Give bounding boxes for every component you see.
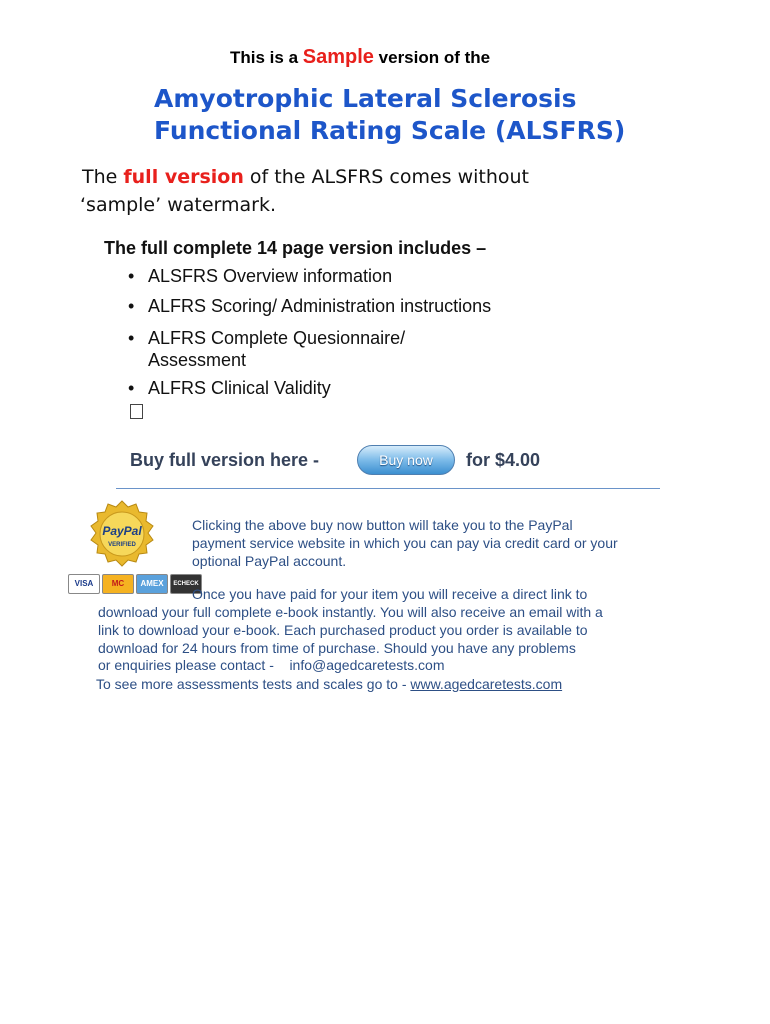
- more-prefix: To see more assessments tests and scales go to -: [96, 676, 407, 692]
- sample-notice-prefix: This is a: [230, 48, 299, 67]
- paragraph-line: Clicking the above buy now button will take you to the PayPal: [192, 517, 573, 533]
- list-item-label: ALFRS Scoring/ Administration instructions: [148, 296, 492, 316]
- document-title-line1: Amyotrophic Lateral Sclerosis: [154, 84, 577, 113]
- empty-checkbox-icon: [130, 404, 143, 419]
- paypal-verified-seal-icon: [88, 500, 156, 568]
- more-tests-line: [96, 676, 562, 692]
- paragraph-line: download your full complete e-book instantly. You will also receive an email with a: [98, 604, 603, 620]
- intro-line1: [82, 166, 529, 188]
- contact-email[interactable]: info@agedcaretests.com: [289, 657, 445, 673]
- buy-price: for $4.00: [466, 450, 541, 470]
- includes-heading: The full complete 14 page version includes –: [104, 238, 487, 258]
- echeck-icon: ECHECK: [170, 574, 202, 594]
- buy-now-button[interactable]: Buy now: [357, 445, 455, 475]
- bullet-icon: •: [128, 378, 135, 398]
- website-link[interactable]: www.agedcaretests.com: [410, 676, 563, 692]
- list-item-label: ALFRS Complete Quesionnaire/: [148, 328, 406, 348]
- list-item: [128, 328, 405, 349]
- bullet-icon: •: [128, 296, 135, 316]
- bullet-icon: •: [128, 328, 135, 348]
- list-item: [128, 266, 392, 287]
- list-item: [128, 296, 491, 317]
- contact-prefix: or enquiries please contact -: [98, 657, 274, 673]
- intro-line2: ‘sample’ watermark.: [80, 194, 277, 216]
- intro-pre: The: [82, 166, 118, 188]
- list-item-label: ALSFRS Overview information: [148, 266, 393, 286]
- visa-card-icon: VISA: [68, 574, 100, 594]
- paragraph-line: payment service website in which you can pay via credit card or your: [192, 535, 618, 551]
- card-logos: [68, 574, 204, 594]
- sample-notice: [230, 46, 490, 69]
- paragraph-line: link to download your e-book. Each purchased product you order is available to: [98, 622, 588, 638]
- sample-word: Sample: [302, 46, 374, 68]
- list-item-continuation: Assessment: [148, 350, 247, 370]
- contact-line: [98, 656, 445, 674]
- paragraph-line: download for 24 hours from time of purchase. Should you have any problems: [98, 640, 576, 656]
- list-item: [128, 378, 331, 399]
- paragraph-line: Once you have paid for your item you will receive a direct link to: [192, 586, 588, 602]
- download-info-paragraph: [98, 603, 603, 657]
- list-item-label: ALFRS Clinical Validity: [148, 378, 331, 398]
- buy-label: Buy full version here -: [130, 450, 320, 470]
- paragraph-line: optional PayPal account.: [192, 553, 347, 569]
- paypal-seal-verified: VERIFIED: [108, 542, 136, 548]
- mastercard-icon: MC: [102, 574, 134, 594]
- amex-card-icon: AMEX: [136, 574, 168, 594]
- intro-post: of the ALSFRS comes without: [249, 166, 530, 188]
- divider: [116, 488, 660, 489]
- bullet-icon: •: [128, 266, 135, 286]
- document-title-line2: Functional Rating Scale (ALSFRS): [154, 116, 626, 145]
- payment-info-paragraph: [192, 516, 618, 570]
- intro-highlight: full version: [123, 166, 244, 188]
- paypal-seal-label: PayPal: [102, 524, 142, 538]
- sample-notice-suffix: version of the: [378, 48, 491, 67]
